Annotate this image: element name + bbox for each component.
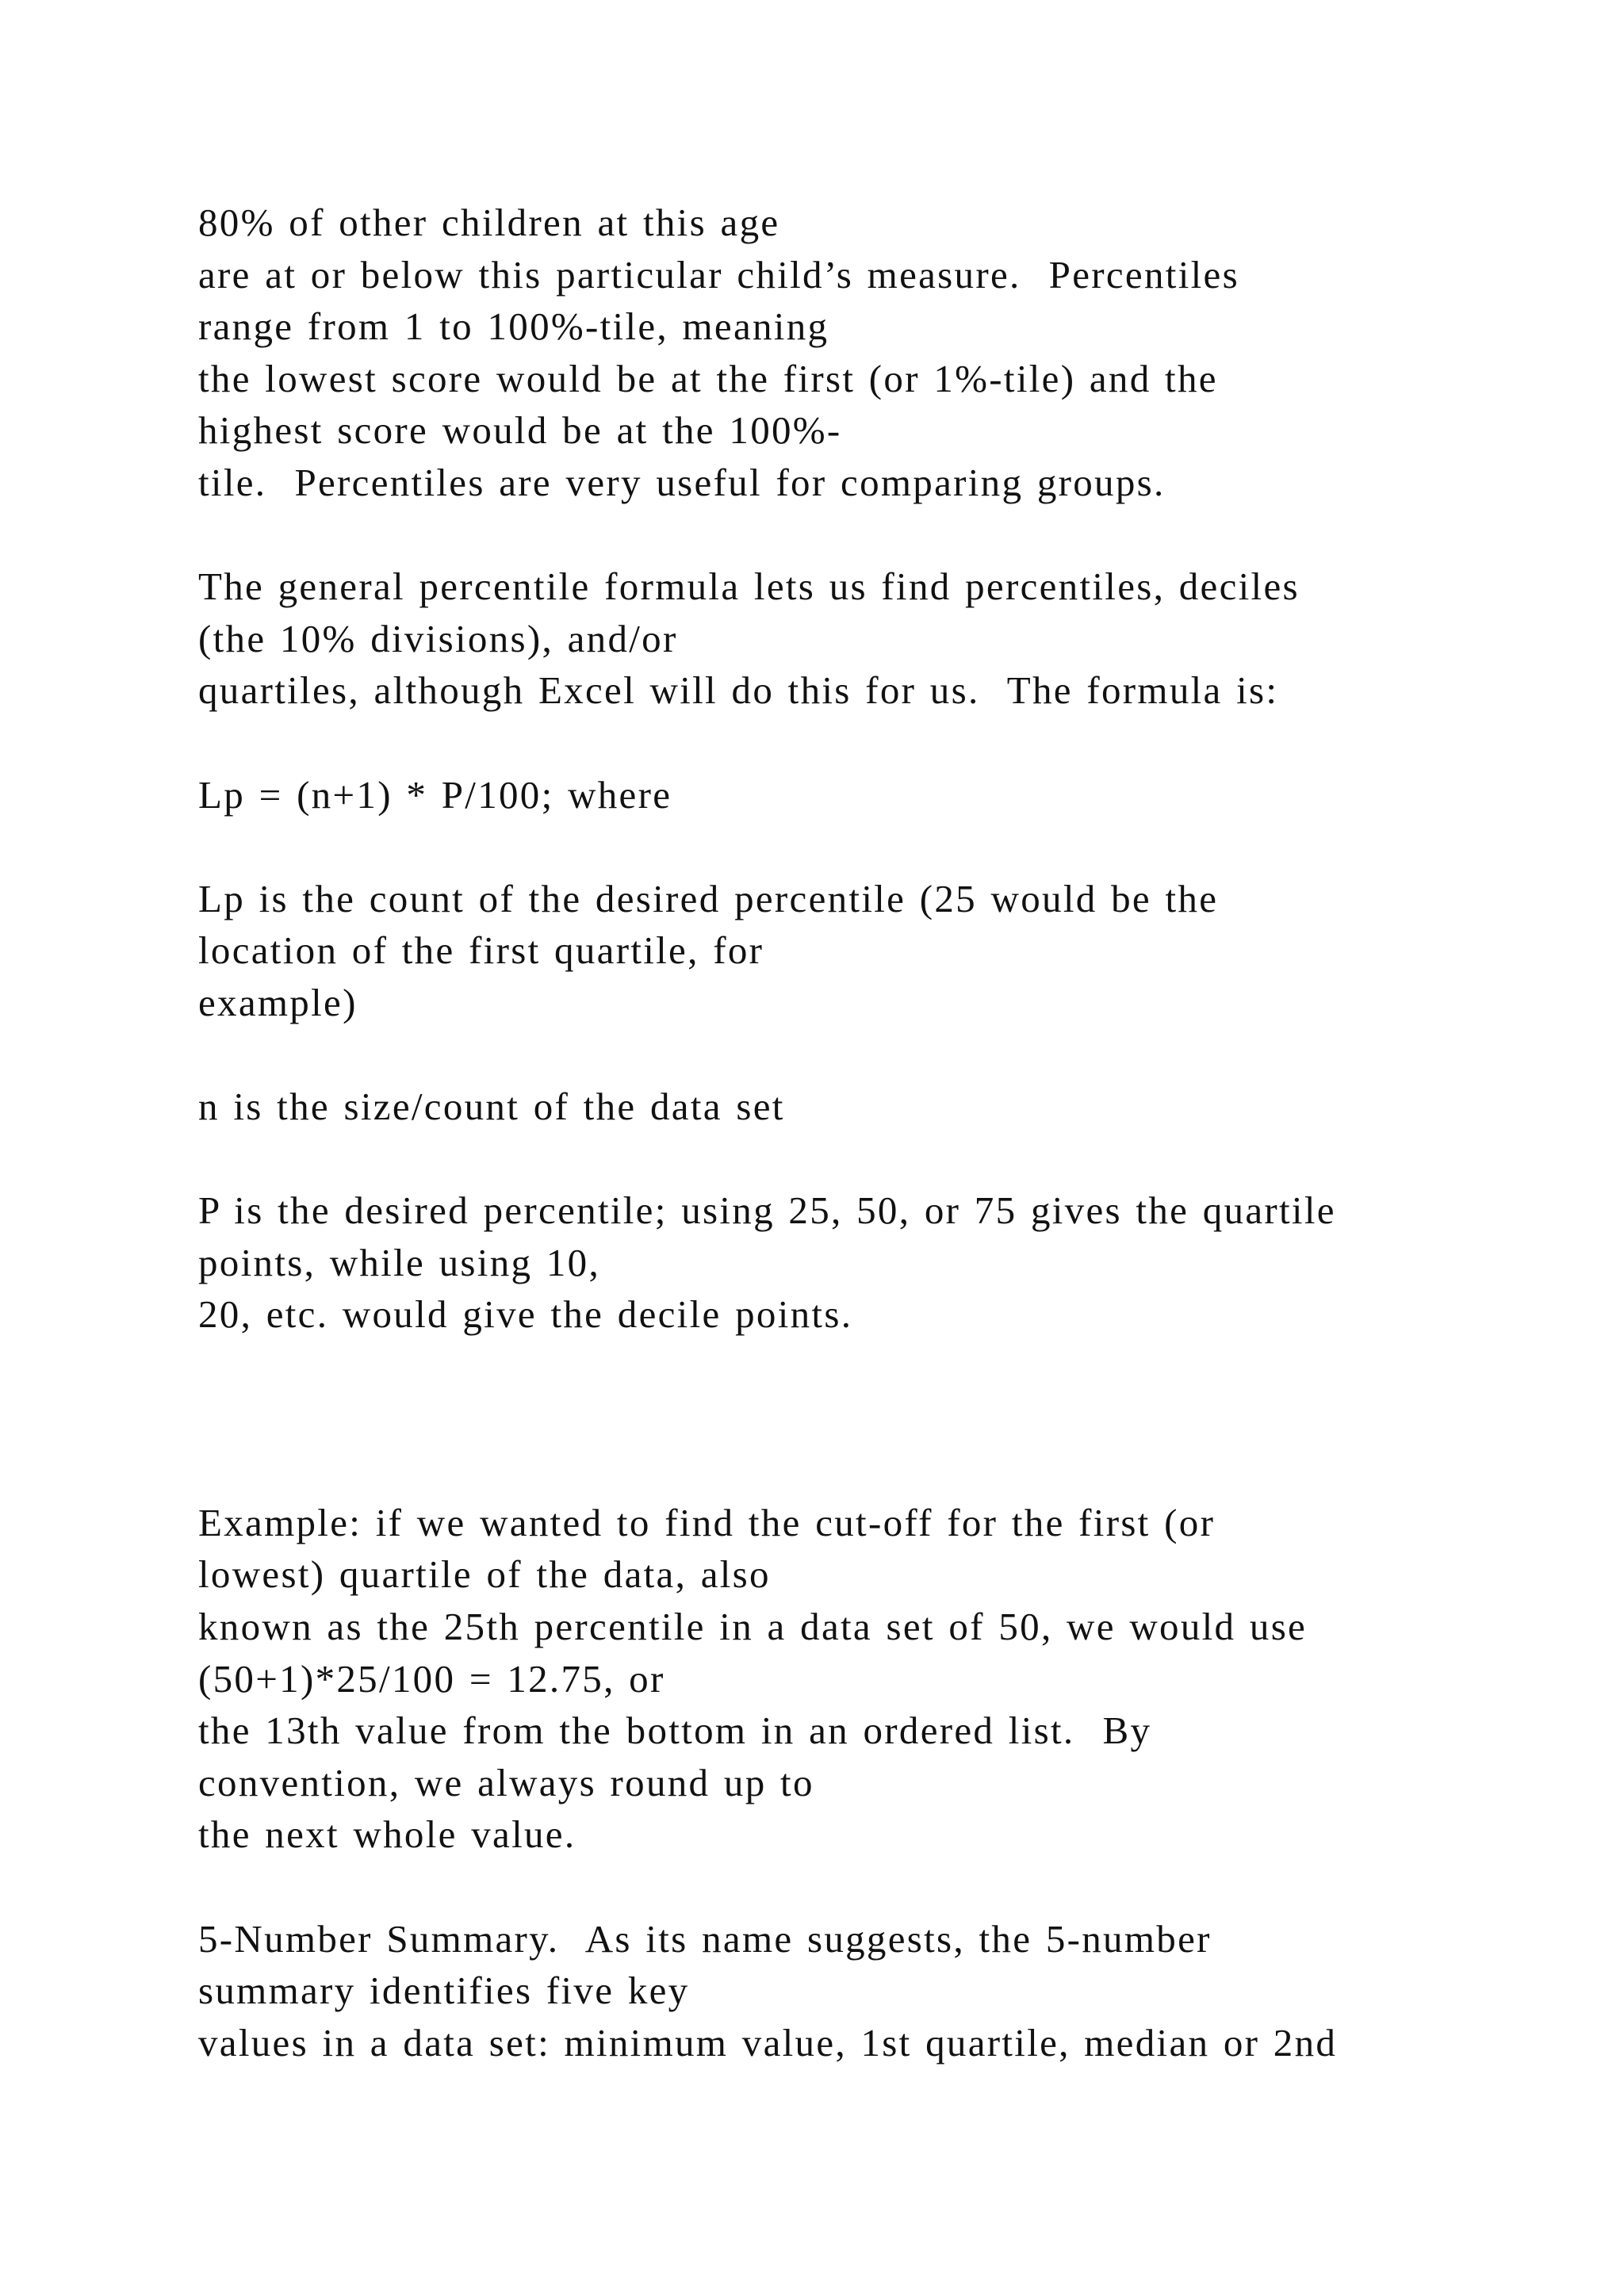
text-line: quartiles, although Excel will do this for us. The formula is: <box>198 668 1279 713</box>
text-line: points, while using 10, <box>198 1240 600 1284</box>
text-line: highest score would be at the 100%- <box>198 408 842 453</box>
text-line: location of the first quartile, for <box>198 928 764 973</box>
text-line: tile. Percentiles are very useful for comparing groups. <box>198 460 1166 504</box>
blank-line <box>198 1445 1594 1497</box>
text-line: 20, etc. would give the decile points. <box>198 1292 853 1337</box>
text-line: known as the 25th percentile in a data set of 50, we would use <box>198 1605 1308 1649</box>
text-line: 80% of other children at this age <box>198 201 780 244</box>
text-line: values in a data set: minimum value, 1st quartile, median or 2nd <box>198 2020 1338 2064</box>
text-line: summary identifies five key <box>198 1969 690 2013</box>
blank-line <box>198 717 1594 769</box>
text-line: the 13th value from the bottom in an ordered list. By <box>198 1709 1152 1753</box>
text-line: Lp is the count of the desired percentile (25 would be the <box>198 876 1219 920</box>
text-line: lowest) quartile of the data, also <box>198 1552 771 1597</box>
text-line: example) <box>198 980 358 1024</box>
text-line: convention, we always round up to <box>198 1760 814 1804</box>
document-body <box>198 197 1594 2068</box>
text-line: 5-Number Summary. As its name suggests, the 5-number <box>198 1916 1212 1961</box>
blank-line <box>198 1133 1594 1185</box>
text-line: the lowest score would be at the first (or 1%-tile) and the <box>198 356 1218 400</box>
text-line: n is the size/count of the data set <box>198 1085 785 1129</box>
blank-line <box>198 1341 1594 1393</box>
blank-line <box>198 509 1594 561</box>
blank-line <box>198 1029 1594 1081</box>
text-line: (the 10% divisions), and/or <box>198 616 678 660</box>
formula-line: Lp = (n+1) * P/100; where <box>198 772 672 817</box>
text-line: range from 1 to 100%-tile, meaning <box>198 304 829 349</box>
blank-line <box>198 1861 1594 1913</box>
text-line: P is the desired percentile; using 25, 50, or 75 gives the quartile <box>198 1188 1336 1233</box>
text-line: Example: if we wanted to find the cut-off for the first (or <box>198 1500 1216 1544</box>
blank-line <box>198 821 1594 873</box>
text-line: the next whole value. <box>198 1812 576 1857</box>
blank-line <box>198 1393 1594 1445</box>
text-line: The general percentile formula lets us find percentiles, deciles <box>198 564 1300 609</box>
text-line: (50+1)*25/100 = 12.75, or <box>198 1656 665 1701</box>
text-line: are at or below this particular child’s measure. Percentiles <box>198 252 1239 297</box>
